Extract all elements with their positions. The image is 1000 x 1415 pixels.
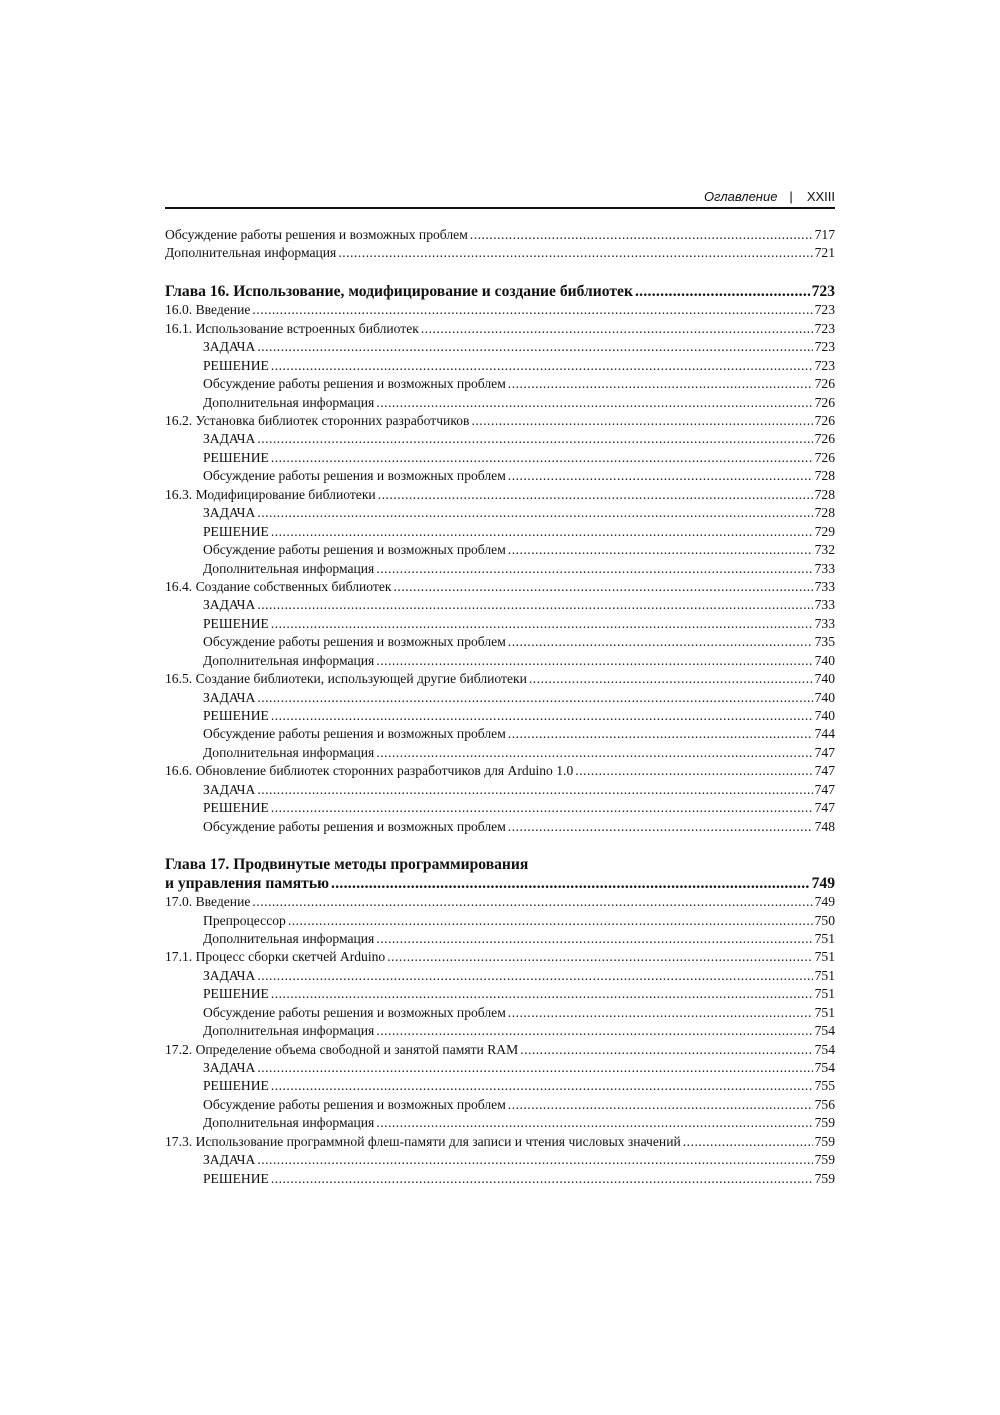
leader-dots — [257, 1059, 812, 1077]
toc-entry-page: 740 — [814, 689, 835, 705]
leader-dots — [376, 652, 812, 670]
leader-dots — [471, 412, 812, 430]
toc-entry-page: 726 — [814, 413, 835, 428]
toc-entry-title: РЕШЕНИЕ — [203, 357, 269, 373]
toc-entry-page: 732 — [814, 542, 835, 558]
toc-entry[interactable] — [165, 967, 835, 985]
chapter-16 — [165, 283, 835, 302]
toc-entry-page: 733 — [814, 560, 835, 576]
toc-entry-title: Обсуждение работы решения и возможных проблем — [165, 227, 468, 242]
toc-entry[interactable] — [165, 744, 835, 762]
toc-entry-title: Обсуждение работы решения и возможных проблем — [203, 542, 506, 558]
toc-entry[interactable] — [165, 394, 835, 412]
toc-entry[interactable] — [165, 1170, 835, 1188]
leader-dots — [257, 430, 812, 448]
chapter-page: 749 — [811, 874, 835, 892]
leader-dots — [252, 301, 812, 319]
leader-dots — [376, 1114, 812, 1132]
spacer — [165, 263, 835, 283]
leader-dots — [376, 1022, 812, 1040]
leader-dots — [508, 633, 813, 651]
toc-entry-title: Дополнительная информация — [203, 1023, 375, 1039]
toc-entry-title: РЕШЕНИЕ — [203, 986, 269, 1002]
leader-dots — [271, 799, 813, 817]
toc-entry-title: ЗАДАЧА — [203, 339, 256, 355]
toc-entry[interactable] — [165, 912, 835, 930]
chapter-title: и управления памятью — [165, 874, 329, 892]
toc-entry[interactable] — [165, 338, 835, 356]
toc-entry-page: 751 — [814, 949, 835, 965]
toc-entry-page: 740 — [814, 652, 835, 668]
toc-entry-title: 17.0. Введение — [165, 894, 251, 910]
toc-entry-page: 749 — [814, 894, 835, 910]
toc-entry-title: Дополнительная информация — [203, 394, 375, 410]
toc-entry-page: 740 — [814, 671, 835, 687]
toc-entry[interactable] — [165, 1151, 835, 1169]
leader-dots — [508, 541, 813, 559]
toc-entry-title: 16.1. Использование встроенных библиотек — [165, 320, 419, 336]
leader-dots — [271, 357, 813, 375]
toc-entry[interactable] — [165, 1059, 835, 1077]
leader-dots — [376, 560, 812, 578]
toc-entry[interactable] — [165, 226, 835, 244]
toc-entry[interactable] — [165, 357, 835, 375]
toc-entry-title: РЕШЕНИЕ — [203, 523, 269, 539]
leader-dots — [271, 1170, 813, 1188]
toc-entry-page: 726 — [814, 394, 835, 410]
toc-entry-title: Дополнительная информация — [165, 245, 337, 261]
toc-entry-page: 733 — [814, 615, 835, 631]
leader-dots — [683, 1133, 813, 1151]
toc-entry-page: 728 — [814, 486, 835, 502]
toc-entry-title: 16.4. Создание собственных библиотек — [165, 578, 392, 594]
toc-entry-title: Обсуждение работы решения и возможных проблем — [203, 468, 506, 484]
header-rule — [165, 207, 835, 209]
leader-dots — [376, 744, 812, 762]
toc-entry[interactable] — [165, 818, 835, 836]
leader-dots — [394, 578, 813, 596]
toc-entry-page: 747 — [814, 781, 835, 797]
toc-entry-page: 721 — [814, 245, 835, 261]
toc-entry-title: Препроцессор — [203, 912, 286, 928]
toc-entry[interactable] — [165, 670, 835, 688]
toc-entry-title: 16.0. Введение — [165, 302, 251, 318]
toc-entry[interactable] — [165, 1041, 835, 1059]
toc-entry-title: Обсуждение работы решения и возможных проблем — [203, 1004, 506, 1020]
toc-entry-title: ЗАДАЧА — [203, 781, 256, 797]
leader-dots — [257, 596, 812, 614]
toc-entry-title: 17.1. Процесс сборки скетчей Arduino — [165, 949, 386, 965]
header-page-number: XXIII — [806, 189, 835, 204]
leader-dots — [575, 762, 812, 780]
toc-entry-page: 756 — [814, 1096, 835, 1112]
toc-entry-page: 750 — [814, 912, 835, 928]
toc-entry-page: 751 — [814, 967, 835, 983]
toc-entry-page: 723 — [814, 302, 835, 318]
toc-entry[interactable] — [165, 560, 835, 578]
chapter-17-heading-line2[interactable] — [165, 875, 835, 894]
leader-dots — [257, 338, 812, 356]
toc-entry[interactable] — [165, 375, 835, 393]
toc-entry[interactable] — [165, 725, 835, 743]
toc-entry-title: 16.3. Модифицирование библиотеки — [165, 486, 376, 502]
leader-dots — [271, 1077, 813, 1095]
leader-dots — [257, 781, 812, 799]
toc-entry[interactable] — [165, 1096, 835, 1114]
toc-entry-title: 16.2. Установка библиотек сторонних разработчиков — [165, 413, 470, 428]
toc-entry[interactable] — [165, 467, 835, 485]
leader-dots — [257, 967, 812, 985]
toc-entry-title: Дополнительная информация — [203, 930, 375, 946]
toc-entry-title: Дополнительная информация — [203, 560, 375, 576]
toc-entry[interactable] — [165, 948, 835, 966]
toc-entry-page: 733 — [814, 597, 835, 613]
toc-entry-page: 748 — [814, 818, 835, 834]
toc-entry-title: ЗАДАЧА — [203, 431, 256, 447]
toc-entry[interactable] — [165, 449, 835, 467]
toc-entry-page: 751 — [814, 1004, 835, 1020]
toc-entry-page: 754 — [814, 1060, 835, 1075]
leader-dots — [257, 1151, 812, 1169]
toc-entry-page: 717 — [814, 227, 835, 242]
toc-entry[interactable] — [165, 596, 835, 614]
leader-dots — [470, 226, 813, 244]
toc-entry-title: ЗАДАЧА — [203, 967, 256, 983]
toc-entry-page: 754 — [814, 1041, 835, 1057]
toc-entry-page: 751 — [814, 986, 835, 1002]
leader-dots — [529, 670, 813, 688]
leader-dots — [508, 1096, 813, 1114]
leader-dots — [520, 1041, 812, 1059]
chapter-17-heading-line1[interactable]: Глава 17. Продвинутые методы программирования — [165, 856, 529, 874]
leader-dots — [508, 375, 813, 393]
toc-entry-page: 728 — [814, 505, 835, 521]
leader-dots — [508, 1004, 813, 1022]
leader-dots — [508, 725, 813, 743]
toc-entry[interactable] — [165, 1022, 835, 1040]
leader-dots — [271, 707, 813, 725]
toc-entry-page: 759 — [814, 1170, 835, 1186]
toc-entry-title: Дополнительная информация — [203, 652, 375, 668]
toc-entry-page: 726 — [814, 376, 835, 392]
toc-entry-title: РЕШЕНИЕ — [203, 1078, 269, 1094]
toc-entry-page: 747 — [814, 800, 835, 816]
top-entries — [165, 226, 835, 263]
toc-entry-title: Обсуждение работы решения и возможных проблем — [203, 376, 506, 392]
toc-entry-title: Обсуждение работы решения и возможных проблем — [203, 818, 506, 834]
header-section-title: Оглавление — [703, 189, 778, 204]
leader-dots — [252, 893, 812, 911]
toc-entry[interactable] — [165, 301, 835, 319]
toc-entry[interactable] — [165, 633, 835, 651]
toc-entry-page: 723 — [814, 357, 835, 373]
toc-entry-title: Обсуждение работы решения и возможных проблем — [203, 726, 506, 742]
toc-entry-page: 733 — [814, 578, 835, 594]
toc-entry[interactable] — [165, 541, 835, 559]
chapter-16-heading[interactable] — [165, 283, 835, 302]
chapter-title: Глава 16. Использование, модифицирование и создание библиотек — [165, 282, 633, 300]
toc-entry[interactable] — [165, 707, 835, 725]
leader-dots — [257, 504, 812, 522]
toc-entry[interactable] — [165, 893, 835, 911]
toc-entry-page: 755 — [814, 1078, 835, 1094]
toc-entry[interactable] — [165, 523, 835, 541]
toc-entry-page: 759 — [814, 1152, 835, 1168]
toc-entry-page: 744 — [814, 726, 835, 742]
toc-entry[interactable] — [165, 430, 835, 448]
toc-entry[interactable] — [165, 762, 835, 780]
toc-entry[interactable] — [165, 930, 835, 948]
toc-entry[interactable] — [165, 985, 835, 1003]
toc-entry[interactable] — [165, 652, 835, 670]
leader-dots — [331, 875, 810, 894]
toc-entry[interactable] — [165, 244, 835, 262]
toc-entry-page: 759 — [814, 1133, 835, 1149]
toc-entry-page: 759 — [814, 1115, 835, 1131]
toc-entry-page: 726 — [814, 449, 835, 465]
header-separator: | — [789, 189, 793, 204]
table-of-contents — [165, 226, 835, 1188]
toc-entry[interactable] — [165, 1114, 835, 1132]
toc-entry[interactable] — [165, 1133, 835, 1151]
toc-entry-title: ЗАДАЧА — [203, 1152, 256, 1168]
toc-entry-title: 17.3. Использование программной флеш-памяти для записи и чтения числовых значений — [165, 1133, 681, 1149]
leader-dots — [508, 467, 813, 485]
toc-entry-page: 747 — [814, 744, 835, 760]
toc-entry-title: 17.2. Определение объема свободной и занятой памяти RAM — [165, 1041, 519, 1057]
toc-entry-title: РЕШЕНИЕ — [203, 1170, 269, 1186]
toc-entry-title: Обсуждение работы решения и возможных проблем — [203, 1096, 506, 1112]
leader-dots — [257, 689, 812, 707]
toc-entry-title: 16.6. Обновление библиотек сторонних разработчиков для Arduino 1.0 — [165, 763, 574, 779]
toc-entry-page: 723 — [814, 339, 835, 355]
toc-entry[interactable] — [165, 689, 835, 707]
toc-entry-title: ЗАДАЧА — [203, 1060, 256, 1075]
leader-dots — [508, 818, 813, 836]
toc-entry-title: РЕШЕНИЕ — [203, 615, 269, 631]
leader-dots — [376, 394, 812, 412]
toc-entry[interactable] — [165, 320, 835, 338]
toc-entry-page: 740 — [814, 708, 835, 723]
running-header — [165, 186, 835, 204]
toc-entry-title: РЕШЕНИЕ — [203, 449, 269, 465]
toc-entry-page: 754 — [814, 1023, 835, 1039]
toc-entry[interactable] — [165, 504, 835, 522]
toc-entry-page: 728 — [814, 468, 835, 484]
toc-entry[interactable] — [165, 1077, 835, 1095]
chapter-17-entries — [165, 893, 835, 1188]
toc-entry-title: Обсуждение работы решения и возможных проблем — [203, 634, 506, 650]
toc-entry-page: 723 — [814, 320, 835, 336]
leader-dots — [338, 244, 812, 262]
leader-dots — [271, 449, 813, 467]
leader-dots — [376, 930, 812, 948]
toc-entry-title: РЕШЕНИЕ — [203, 708, 269, 723]
chapter-16-entries — [165, 301, 835, 836]
toc-entry[interactable] — [165, 486, 835, 504]
leader-dots — [635, 283, 810, 302]
spacer — [165, 836, 835, 856]
leader-dots — [288, 912, 813, 930]
toc-entry-page: 729 — [814, 523, 835, 539]
toc-entry-title: ЗАДАЧА — [203, 505, 256, 521]
chapter-page: 723 — [811, 282, 835, 300]
toc-entry-title: РЕШЕНИЕ — [203, 800, 269, 816]
toc-entry[interactable] — [165, 412, 835, 430]
toc-entry[interactable] — [165, 578, 835, 596]
leader-dots — [271, 523, 813, 541]
leader-dots — [387, 948, 812, 966]
toc-entry-title: Дополнительная информация — [203, 744, 375, 760]
toc-entry-page: 751 — [814, 930, 835, 946]
toc-entry-title: 16.5. Создание библиотеки, использующей другие библиотеки — [165, 671, 527, 687]
toc-entry-title: Дополнительная информация — [203, 1115, 375, 1131]
chapter-17 — [165, 856, 835, 893]
toc-entry-page: 726 — [814, 431, 835, 447]
toc-entry[interactable] — [165, 1004, 835, 1022]
toc-entry-page: 735 — [814, 634, 835, 650]
leader-dots — [271, 615, 813, 633]
leader-dots — [378, 486, 813, 504]
toc-entry[interactable] — [165, 781, 835, 799]
leader-dots — [421, 320, 813, 338]
leader-dots — [271, 985, 813, 1003]
toc-entry-title: ЗАДАЧА — [203, 689, 256, 705]
toc-entry-page: 747 — [814, 763, 835, 779]
toc-entry-title: ЗАДАЧА — [203, 597, 256, 613]
toc-entry[interactable] — [165, 799, 835, 817]
toc-entry[interactable] — [165, 615, 835, 633]
